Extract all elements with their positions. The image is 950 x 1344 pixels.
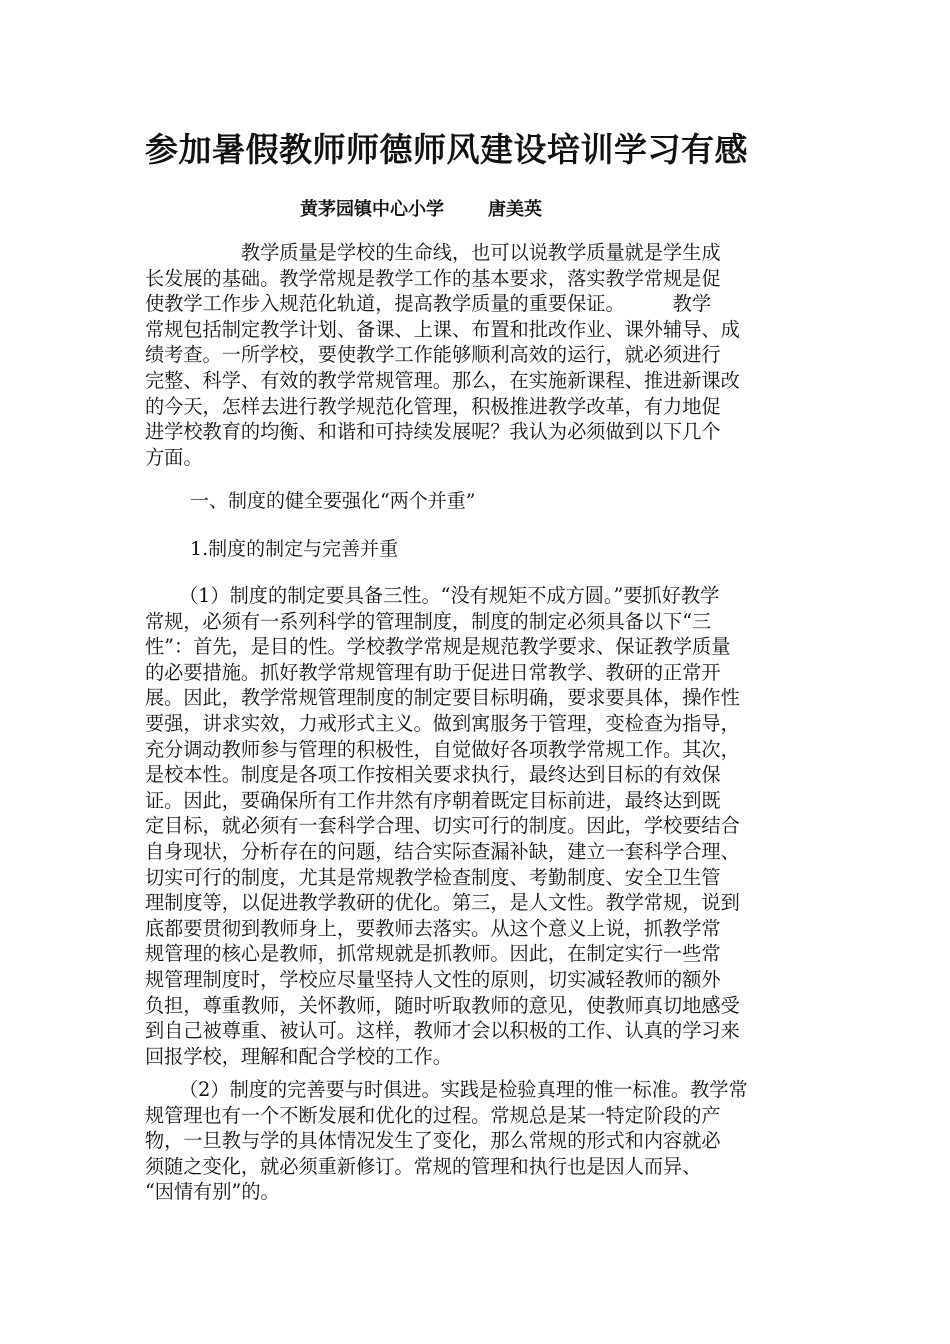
byline [300, 196, 542, 224]
text-line: 常规包括制定教学计划、备课、上课、布置和批改作业、课外辅导、成 [145, 317, 740, 341]
text-line: 证。因此，要确保所有工作井然有序朝着既定目标前进，最终达到既 [145, 788, 721, 812]
text-line: 切实可行的制度，尤其是常规教学检查制度、考勤制度、安全卫生管 [145, 865, 721, 889]
text-line: 理制度等，以促进教学教研的优化。第三，是人文性。教学常规，说到 [145, 891, 740, 915]
text-line: 要强，讲求实效，力戒形式主义。做到寓服务于管理，变检查为指导， [145, 711, 740, 735]
text-line: “因情有别”的。 [145, 1180, 280, 1204]
text-line: 回报学校，理解和配合学校的工作。 [145, 1044, 452, 1068]
text-line: 教学质量是学校的生命线，也可以说教学质量就是学生成 [145, 241, 721, 264]
text-line: 进学校教育的均衡、和谐和可持续发展呢？我认为必须做到以下几个 [145, 420, 721, 444]
text-line: （1）制度的制定要具备三性。“没有规矩不成方圆。”要抓好教学 [179, 584, 720, 607]
text-line: 是校本性。制度是各项工作按相关要求执行，最终达到目标的有效保 [145, 763, 721, 787]
text-line: 展。因此，教学常规管理制度的制定要目标明确，要求要具体，操作性 [145, 686, 740, 710]
text-line: 物，一旦教与学的具体情况发生了变化，那么常规的形式和内容就必 [145, 1129, 721, 1153]
text-line: 性”：首先，是目的性。学校教学常规是规范教学要求、保证教学质量 [145, 635, 731, 659]
text-line: 方面。 [145, 445, 203, 469]
body-paragraph-1 [145, 583, 810, 1069]
text-line: （2）制度的完善要与时俱进。实践是检验真理的惟一标准。教学常 [179, 1078, 748, 1101]
text-line: 常规，必须有一系列科学的管理制度，制度的制定必须具备以下“三 [145, 609, 712, 633]
school-name: 黄茅园镇中心小学 [300, 199, 444, 220]
text-line: 完整、科学、有效的教学常规管理。那么，在实施新课程、推进新课改 [145, 368, 740, 392]
text-line: 长发展的基础。教学常规是教学工作的基本要求，落实教学常规是促 [145, 266, 721, 290]
text-line: 到自己被尊重、被认可。这样，教师才会以积极的工作、认真的学习来 [145, 1019, 740, 1043]
document-title: 参加暑假教师师德师风建设培训学习有感 [145, 130, 748, 169]
text-line: 规管理制度时，学校应尽量坚持人文性的原则，切实减轻教师的额外 [145, 967, 721, 991]
text-line: 使教学工作步入规范化轨道，提高教学质量的重要保证。 教学 [145, 292, 712, 316]
text-line: 的今天，怎样去进行教学规范化管理，积极推进教学改革，有力地促 [145, 394, 721, 418]
text-line: 规管理也有一个不断发展和优化的过程。常规总是某一特定阶段的产 [145, 1103, 721, 1127]
section-heading: 一、制度的健全要强化“两个并重” [190, 490, 476, 512]
text-line: 底都要贯彻到教师身上，要教师去落实。从这个意义上说，抓教学常 [145, 916, 721, 940]
subsection-heading: 1.制度的制定与完善并重 [190, 538, 399, 560]
text-line: 绩考查。一所学校，要使教学工作能够顺利高效的运行，就必须进行 [145, 343, 721, 367]
body-paragraph-2 [145, 1077, 810, 1205]
intro-paragraph [145, 240, 810, 470]
author-name: 唐美英 [488, 199, 542, 220]
text-line: 负担，尊重教师，关怀教师，随时听取教师的意见，使教师真切地感受 [145, 993, 740, 1017]
text-line: 须随之变化，就必须重新修订。常规的管理和执行也是因人而异、 [145, 1154, 702, 1178]
text-line: 充分调动教师参与管理的积极性，自觉做好各项教学常规工作。其次， [145, 737, 740, 761]
text-line: 定目标，就必须有一套科学合理、切实可行的制度。因此，学校要结合 [145, 814, 740, 838]
text-line: 的必要措施。抓好教学常规管理有助于促进日常教学、教研的正常开 [145, 660, 721, 684]
text-line: 自身现状，分析存在的问题，结合实际查漏补缺，建立一套科学合理、 [145, 839, 740, 863]
text-line: 规管理的核心是教师，抓常规就是抓教师。因此，在制定实行一些常 [145, 942, 721, 966]
